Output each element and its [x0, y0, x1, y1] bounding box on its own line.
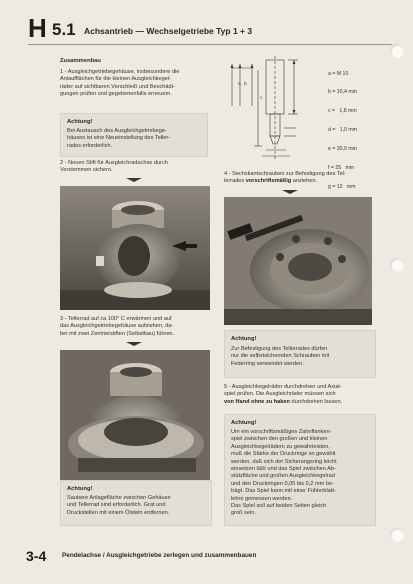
section-letter: H [28, 13, 47, 43]
footer-title: Pendelachse / Ausgleichgetriebe zerlegen und zusammenbauen [62, 552, 257, 559]
section-heading: Zusammenbau [60, 58, 101, 64]
page-header [28, 13, 388, 43]
dim-label-c: c [260, 96, 263, 101]
photo-ring-gear-bolts [224, 197, 372, 325]
bolts-photo-illustration [224, 197, 372, 325]
dimension-spec-list: a = M 10 b = 10,4 mm c = 1,8 mm d = 1,0 mm e = 30,0 mm f = 25 mm g = 12 mm [328, 70, 357, 190]
note-body: Zur Befestigung des Tellerrades dürfen nur die selbstsichernden Schrauben mit Federring verwendet werden. [231, 346, 330, 367]
note-title: Achtung! [231, 336, 257, 342]
dim-label-a: a [238, 82, 241, 87]
note-box-3 [60, 480, 212, 526]
note-box-5 [224, 414, 376, 526]
ring-gear-photo-illustration [60, 350, 210, 482]
photo-differential-housing [60, 186, 210, 310]
note-body: Um ein vorschriftsmäßiges Zahnflanken- spiel zwischen den großen und kleinen Ausgleichkegelrädern zu gewährleisten, muß die Stärke der Druckringe so gewählt werden, daß sich der Sicherungsring leicht einsetzen läßt und das Spiel zwischen Ab- stützfläche und großen Ausgleichkegelrad und den Druckringen 0,05 bis 0,2 mm be- trägt. Das Spiel kann mit einer Fühlerblatt- lehre gemessen werden. Das Spiel soll auf beiden Seiten gleich groß sein. [231, 429, 337, 517]
down-arrow-icon [126, 342, 142, 346]
note-box-1 [60, 113, 208, 157]
binder-hole [390, 528, 404, 542]
note-body: Saubere Anlagefläche zwischen Gehäuse und Tellerrad sind erforderlich. Grat und Druckstellen mit einem Ölstein entfernen. [67, 495, 171, 516]
page-title: Achsantrieb — Wechselgetriebe Typ 1 + 3 [84, 26, 253, 36]
binder-hole [390, 258, 404, 272]
down-arrow-icon [126, 178, 142, 182]
step-2-text: 2 - Neuen Stift für Ausgleichradachse durch Verstemmen sichern. [60, 160, 168, 174]
note-box-4 [224, 330, 376, 378]
page-number: 3-4 [26, 548, 47, 564]
step-4-text: 4 - Sechskantschrauben zur Befestigung des Tel- lerrades vorschriftsmäßig anziehen. [224, 171, 346, 185]
binder-hole [390, 44, 404, 58]
note-title: Achtung! [67, 119, 93, 125]
dim-label-b: b [244, 82, 247, 87]
note-body: Bei Austausch des Ausgleichgetriebege- häuses ist eine Neueinstellung des Teller- rades erforderlich. [67, 128, 171, 149]
step-1-text: 1 - Ausgleichgetriebegehäuse, insbesondere die Anlaufflächen für die kleinen Ausgleichkegel- räder auf sichtbaren Verschleiß und Beschädi- gungen prüfen und gegebenenfalls erneuern. [60, 69, 180, 98]
photo-ring-gear [60, 350, 210, 482]
header-rule [28, 44, 392, 45]
technical-drawing [224, 56, 322, 168]
step-3-text: 3 - Tellerrad auf ca 100° C erwärmen und auf das Ausgleichgetriebegehäuse aufziehen, da- bei mit zwei Zentrierstiften (Selbstbau) führen. [60, 316, 175, 337]
housing-photo-illustration [60, 186, 210, 310]
note-title: Achtung! [67, 486, 93, 492]
note-title: Achtung! [231, 420, 257, 426]
down-arrow-icon [282, 190, 298, 194]
centering-pin-drawing [224, 56, 322, 168]
step-5-text: 5 - Ausgleichkegelräder durchdrehen und Axial- spiel prüfen. Die Ausgleichräder müssen sich von Hand ohne zu haken durchdrehen lassen. [224, 384, 343, 405]
section-number: 5.1 [52, 20, 76, 39]
